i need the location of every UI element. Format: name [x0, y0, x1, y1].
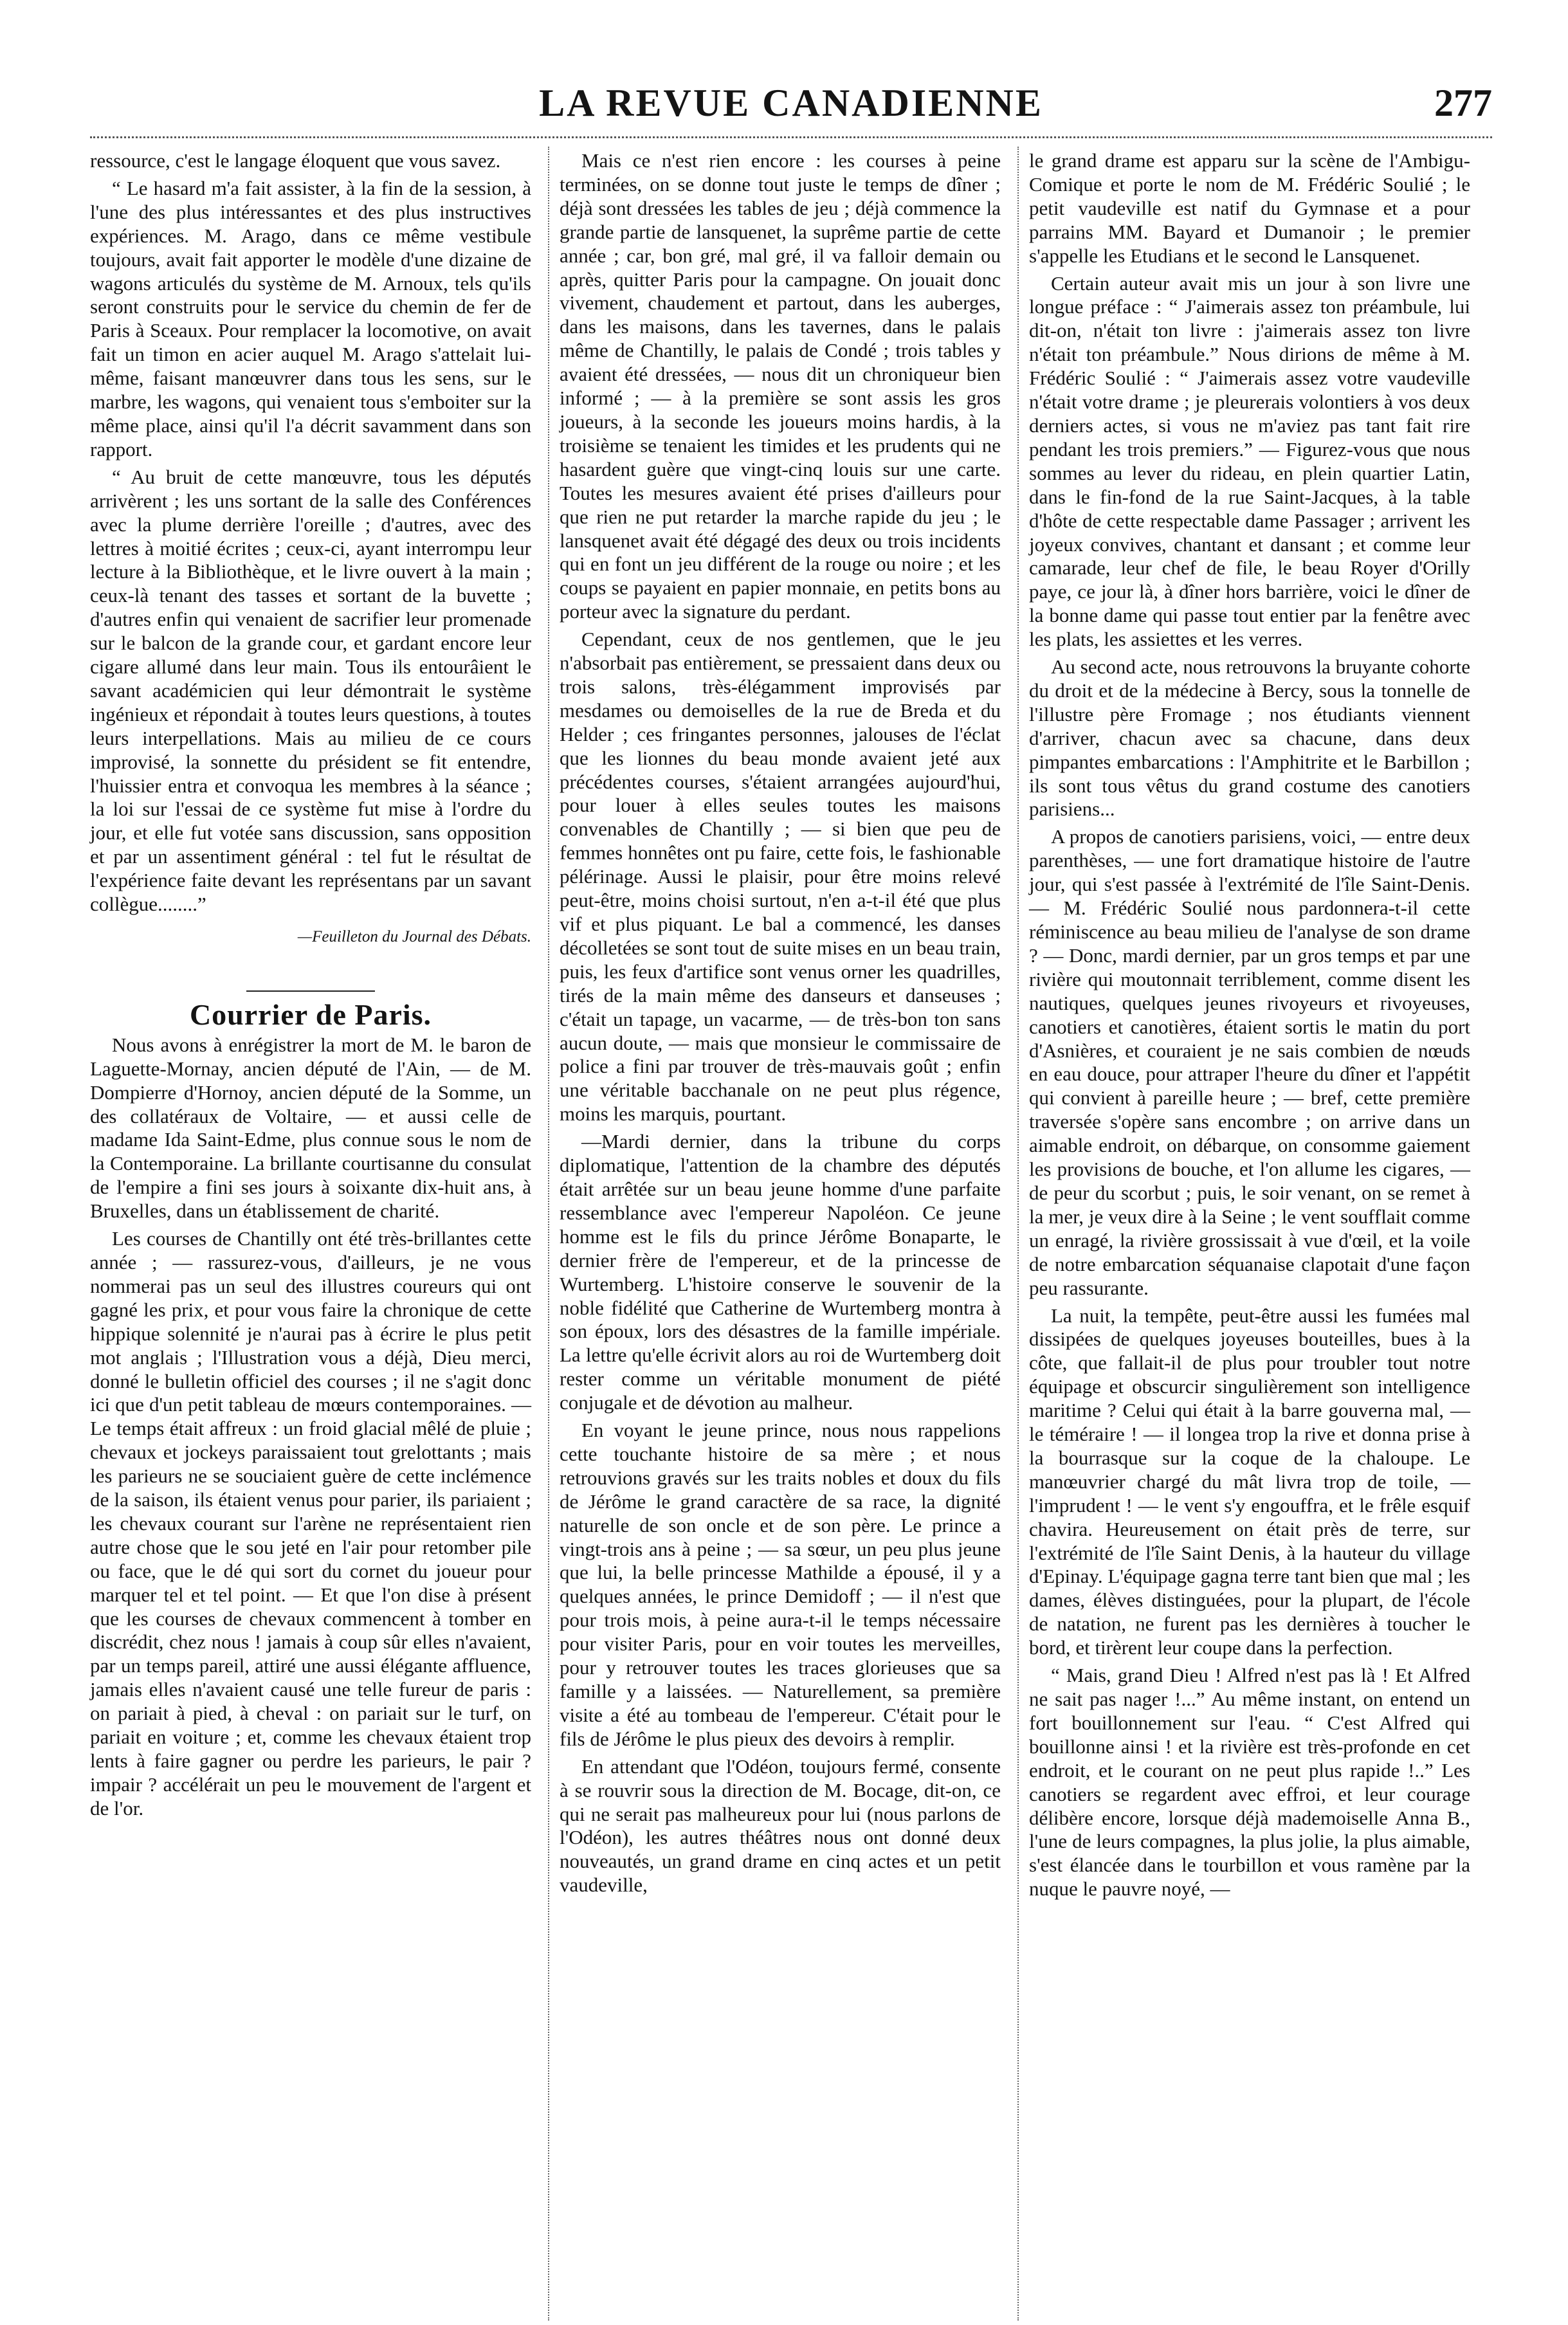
paragraph: La nuit, la tempête, peut-être aussi les fumées mal dissipées de quelques joyeuses bouteilles, bues à la côte, que fallait-il de plus pour troubler tout notre équipage et obscurcir singulièrement son intelligence maritime ? Celui qui était à la barre gouverna mal, — le téméraire ! — il longea trop la rive et donna prise à la bourrasque sur la coque de la chaloupe. Le manœuvrier chargé du mât livra trop de toile, — l'imprudent ! — le vent s'y engouffra, et le frêle esquif chavira. Heureusement on était près de terre, sur l'extrémité de l'île Saint Denis, à la hauteur du village d'Epinay. L'équipage gagna terre tant bien que mal ; les dames, élèves distinguées, pour la plupart, de l'école de natation, ne furent pas les dernières à toucher le bord, et tirèrent leur coupe dans la perfection. — [1029, 1304, 1470, 1659]
paragraph: Au second acte, nous retrouvons la bruyante cohorte du droit et de la médecine à Bercy, sous la tonnelle de l'illustre père Fromage ; nos étudiants viennent d'arriver, chacun avec sa chacune, dans deux pimpantes embarcations : l'Amphitrite et le Barbillon ; ils sont tous vêtus du grand costume des canotiers parisiens... — [1029, 655, 1470, 821]
section-heading: Courrier de Paris. — [189, 998, 432, 1031]
paragraph: Mais ce n'est rien encore : les courses à peine terminées, on se donne tout juste le temps de dîner ; déjà sont dressées les tables de jeu ; déjà commence la grande partie de lansquenet, la suprême partie de cette année ; car, bon gré, mal gré, il va falloir demain ou après, quitter Paris pour la campagne. On jouait donc vivement, chaudement et partout, dans les auberges, dans les maisons, dans les tavernes, dans le palais même de Chantilly, le palais de Condé ; trois tables y avaient été dressées, — nous dit un chroniqueur bien informé ; — à la première se sont assis les gros joueurs, à la seconde les joueurs moins hardis, à la troisième se tenaient les timides et les prudents qui ne hasardent guère que vingt-cinq louis sur une carte. Toutes les mesures avaient été prises d'ailleurs pour que rien ne put retarder la marche rapide du jeu ; le lansquenet avait été dégagé des deux ou trois incidents qui en font un jeu différent de la rouge ou noire ; et les coups se payaient en papier monnaie, en petits bons au porteur avec la signature du perdant. — [560, 149, 1001, 623]
column-2 — [560, 149, 1001, 1901]
paragraph: le grand drame est apparu sur la scène de l'Ambigu-Comique et porte le nom de M. Frédéric Soulié ; le petit vaudeville est natif du Gymnase et a pour parrains MM. Bayard et Dumanoir ; le premier s'appelle les Etudians et le second le Lansquenet. — [1029, 149, 1470, 267]
paragraph: A propos de canotiers parisiens, voici, — entre deux parenthèses, — une fort dramatique histoire de l'autre jour, qui s'est passée à l'extrémité de l'île Saint-Denis. — M. Frédéric Soulié nous pardonnera-t-il cette réminiscence au beau milieu de l'analyse de son drame ? — Donc, mardi dernier, par un gros temps et par une rivière qui moutonnait terriblement, comme disent les nautiques, quelques jeunes rivoyeurs et rivoyeuses, canotiers et canotières, étaient sortis le matin du port d'Asnières, et couraient je ne sais combien de nœuds en eau douce, pour attraper l'heure du dîner et l'appétit qui convient à pareille heure ; — bref, cette première traversée s'opère sans encombre ; on arrive dans un aimable endroit, on débarque, on consomme gaiement les provisions de bouche, et l'on allume les cigares, — de peur du scorbut ; puis, le soir venant, on se remet à la mer, je veux dire à la Seine ; le vent soufflait comme un enragé, la rivière grossissait à vue d'œil, et la voile de notre embarcation séquanaise clapotait d'une façon peu rassurante. — [1029, 825, 1470, 1299]
source-credit: —Feuilleton du Journal des Débats. — [297, 928, 531, 945]
column-3 — [1029, 149, 1470, 1905]
paragraph: Certain auteur avait mis un jour à son livre une longue préface : “ J'aimerais assez ton préambule, lui dit-on, n'était ton livre : j'aimerais assez ton livre n'était ton préambule.” Nous dirions de même à M. Frédéric Soulié : “ J'aimerais assez votre vaudeville n'était votre drame ; je pleurerais volontiers à vos deux derniers actes, si vous ne m'aviez pas tant fait rire pendant les trois premiers.” — Figurez-vous que nous sommes au lever du rideau, en plein quartier Latin, dans le fin-fond de la rue Saint-Jacques, à la table d'hôte de cette respectable dame Passager ; arrivent les joyeux convives, chantant et dansant ; et comme leur camarade, leur chef de file, le beau Royer d'Orilly paye, ce jour là, à dîner hors barrière, voici le dîner de la bonne dame qui passe tout entier par la fenêtre avec les plats, les assiettes et les verres. — [1029, 271, 1470, 651]
paragraph: ressource, c'est le langage éloquent que vous savez. — [90, 149, 501, 172]
paragraph: En voyant le jeune prince, nous nous rappelions cette touchante histoire de sa mère ; et nous retrouvions gravés sur les traits nobles et doux du fils de Jérôme le grand caractère de sa race, la dignité naturelle de son oncle et de son père. Le prince a vingt-trois ans à peine ; — sa sœur, un peu plus jeune que lui, la belle princesse Mathilde a épousé, il y a quelques années, le prince Demidoff ; — il n'est que pour trois mois, à peine aura-t-il le temps nécessaire pour visiter Paris, pour en voir toutes les merveilles, pour y retrouver toutes les traces glorieuses que sa famille y a laissées. — Naturellement, sa première visite a été au tombeau de l'empereur. C'était pour le fils de Jérôme le plus pieux des devoirs à remplir. — [560, 1419, 1001, 1750]
paragraph: En attendant que l'Odéon, toujours fermé, consente à se rouvrir sous la direction de M. Bocage, dit-on, ce qui ne serait pas malheureux pour lui (nous parlons de l'Odéon), les autres théâtres nous ont donné deux nouveautés, un grand drame en cinq actes et un petit vaudeville, — [560, 1755, 1001, 1897]
paragraph: Cependant, ceux de nos gentlemen, que le jeu n'absorbait pas entièrement, se pressaient dans deux ou trois salons, très-élégamment improvisés par mesdames ou demoiselles de la rue de Breda et du Helder ; ces fringantes personnes, jalouses de l'éclat que les lionnes du beau monde avaient jeté aux précédentes courses, s'étaient arrangées aujourd'hui, pour louer à elles seules toutes les maisons convenables de Chantilly ; — si bien que peu de femmes honnêtes ont pu faire, cette fois, le fashionable pélérinage. Aussi le plaisir, pour être moins relevé peut-être, moins choisi surtout, n'en a-t-il été que plus vif et plus piquant. Le bal a commencé, les danses décolletées se sont tout de suite mises en un beau train, puis, les feux d'artifice sont venus orner les quadrilles, tirés de la main même des danseurs et danseuses ; c'était un tapage, un vacarme, — de très-bon ton sans aucun doute, — mais que monsieur le commissaire de police a fini par trouver de très-mauvais goût ; enfin une véritable bacchanale on ne peut plus régence, moins les marquis, pourtant. — [560, 628, 1001, 1126]
section-divider — [246, 990, 375, 992]
page-header — [90, 77, 1492, 135]
publication-title: LA REVUE CANADIENNE — [539, 82, 1043, 124]
page-number: 277 — [1434, 82, 1492, 124]
paragraph: “ Au bruit de cette manœuvre, tous les députés arrivèrent ; les uns sortant de la salle des Conférences avec la plume derrière l'oreille ; d'autres, avec des lettres à moitié écrites ; ceux-ci, ayant interrompu leur lecture à la Bibliothèque, et le livre ouvert à la main ; ceux-là tenant des tasses et sortant de la buvette ; d'autres enfin qui venaient de sacrifier leur promenade sur le balcon de la grande cour, et gardant encore leur cigare allumé dans leur main. Tous ils entourâient le savant académicien qui leur démontrait le système ingénieux et répondait à toutes leurs questions, à toutes leurs interpellations. Mais au milieu de ce cours improvisé, la sonnette du président se fit entendre, l'huissier entra et convoqua les membres à la séance ; la loi sur l'essai de ce système fut mise à l'ordre du jour, et elle fut votée sans discussion, sans opposition et par un assentiment général : tel fut le résultat de l'expérience faite devant les représentans par un savant collègue........” — [90, 465, 531, 916]
paragraph: “ Le hasard m'a fait assister, à la fin de la session, à l'une des plus intéressantes et des plus instructives expériences. M. Arago, dans ce même vestibule toujours, avait fait apporter le modèle d'une dizaine de wagons articulés du système de M. Arnoux, tels qu'ils seront construits pour le service du chemin de fer de Paris à Sceaux. Pour remplacer la locomotive, on avait fait un timon en acier auquel M. Arago s'attelait lui-même, faisant manœuvrer dans tous les sens, sur le marbre, les wagons, qui venaient tous s'emboiter sur la même place, ainsi qu'il l'a décrit savamment dans son rapport. — [90, 176, 531, 460]
paragraph: Les courses de Chantilly ont été très-brillantes cette année ; — rassurez-vous, d'ailleurs, je ne vous nommerai pas un seul des illustres coureurs qui ont gagné les prix, et pour vous faire la chronique de cette hippique solennité je n'aurai pas à écrire le plus petit mot anglais ; l'Illustration vous a déjà, Dieu merci, donné le bulletin officiel des courses ; il ne s'agit donc ici que d'un petit tableau de mœurs contemporaines. — Le temps était affreux : un froid glacial mêlé de pluie ; chevaux et jockeys paraissaient tout grelottants ; mais les parieurs ne se souciaient guère de cette inclémence de la saison, ils étaient venus pour parier, ils pariaient ; les chevaux courant sur l'arène ne représentaient rien autre chose que le sou jeté en l'air pour retomber pile ou face, que le dé qui sort du cornet du joueur pour marquer tel et tel point. — Et que l'on dise à présent que les courses de chevaux commencent à tomber en discrédit, chez nous ! jamais à coup sûr elles n'avaient, par un temps pareil, attiré une aussi élégante affluence, jamais elles n'avaient causé une telle fureur de paris : on pariait à pied, à cheval : on pariait sur le turf, on pariait en voiture ; et, comme les chevaux étaient trop lents à faire gagner ou perdre les parieurs, le pair ? impair ? accélérait un peu le mouvement de l'argent et de l'or. — [90, 1227, 531, 1819]
column-divider — [548, 147, 549, 2320]
paragraph: “ Mais, grand Dieu ! Alfred n'est pas là ! Et Alfred ne sait pas nager !...” Au même instant, on entend un fort bouillonnement sur l'eau. “ C'est Alfred qui bouillonne ainsi ! et la rivière est très-profonde en cet endroit, et le courant on ne peut plus rapide !..” Les canotiers se regardent avec effroi, et leur courage délibère encore, lorsque déjà mademoiselle Anna B., l'une de leurs compagnes, la plus jolie, la plus aimable, s'est élancée dans le tourbillon et vous ramène par la nuque le pauvre noyé, — — [1029, 1664, 1470, 1901]
paragraph: —Mardi dernier, dans la tribune du corps diplomatique, l'attention de la chambre des députés était arrêtée sur un beau jeune homme d'une parfaite ressemblance avec l'empereur Napoléon. Ce jeune homme est le fils du prince Jérôme Bonaparte, le dernier frère de l'empereur, et de la princesse de Wurtemberg. L'histoire conserve le souvenir de la noble fidélité que Catherine de Wurtemberg montra à son époux, lors des désastres de la famille impériale. La lettre qu'elle écrivit alors au roi de Wurtemberg doit rester comme un véritable monument de piété conjugale et de dévotion au malheur. — [560, 1130, 1001, 1414]
header-rule — [90, 136, 1492, 138]
paragraph: Nous avons à enrégistrer la mort de M. le baron de Laguette-Mornay, ancien député de l'Ain, — de M. Dompierre d'Hornoy, ancien député de la Somme, un des collatéraux de Voltaire, — et aussi celle de madame Ida Saint-Edme, plus connue sous le nom de la Contemporaine. La brillante courtisanne du consulat de l'empire a fini ses jours à soixante dix-huit ans, à Bruxelles, dans un établissement de charité. — [90, 1033, 531, 1223]
column-1 — [90, 149, 531, 1825]
column-divider — [1017, 147, 1019, 2320]
